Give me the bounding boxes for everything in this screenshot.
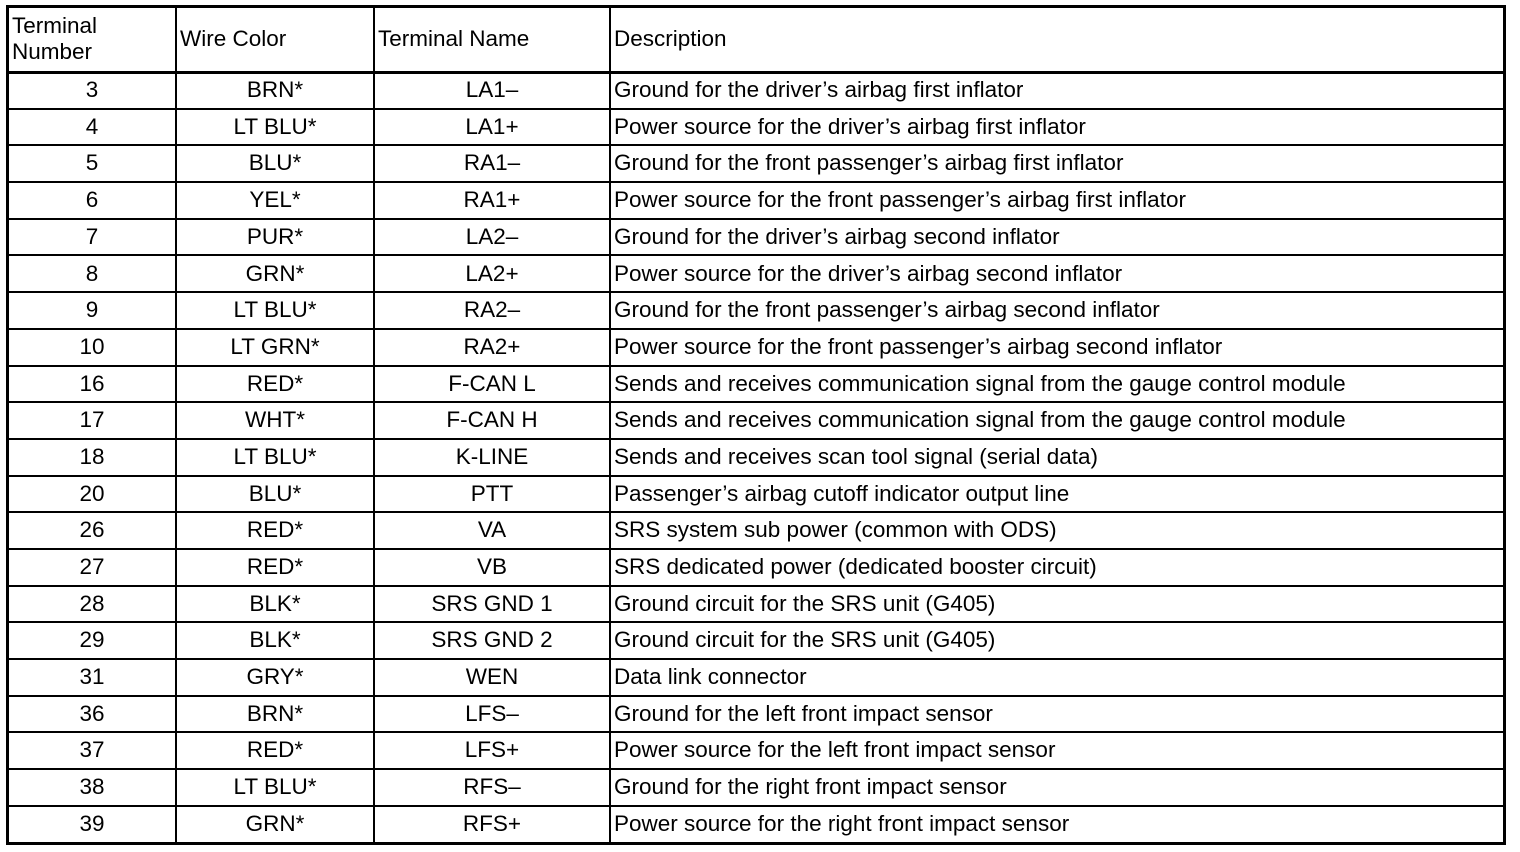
table-row [9,586,1503,623]
cell-terminal-number: 39 [9,806,176,843]
cell-terminal-number: 37 [9,732,176,769]
table-row [9,696,1503,733]
cell-description: Sends and receives scan tool signal (serial data) [610,439,1503,476]
cell-terminal-number: 20 [9,476,176,513]
table-row [9,806,1503,843]
table-header [9,8,1503,72]
table-row [9,255,1503,292]
cell-terminal-name: WEN [374,659,610,696]
cell-terminal-name: SRS GND 2 [374,622,610,659]
cell-terminal-number: 6 [9,182,176,219]
cell-terminal-number: 27 [9,549,176,586]
column-header-wire-color: Wire Color [176,8,374,72]
cell-terminal-name: RA1+ [374,182,610,219]
cell-terminal-number: 36 [9,696,176,733]
cell-description: Ground for the driver’s airbag first inflator [610,72,1503,109]
cell-terminal-name: LFS+ [374,732,610,769]
cell-terminal-name: LA2+ [374,255,610,292]
cell-wire-color: BLU* [176,476,374,513]
cell-terminal-name: LA2– [374,219,610,256]
table-row [9,732,1503,769]
cell-wire-color: RED* [176,366,374,403]
cell-terminal-number: 16 [9,366,176,403]
cell-wire-color: BLK* [176,622,374,659]
cell-description: Power source for the front passenger’s airbag first inflator [610,182,1503,219]
cell-wire-color: BLU* [176,145,374,182]
cell-terminal-name: LFS– [374,696,610,733]
cell-terminal-name: RA1– [374,145,610,182]
cell-description: Ground for the front passenger’s airbag second inflator [610,292,1503,329]
table-row [9,549,1503,586]
cell-description: Power source for the left front impact sensor [610,732,1503,769]
cell-wire-color: BRN* [176,696,374,733]
cell-description: Ground circuit for the SRS unit (G405) [610,622,1503,659]
cell-wire-color: WHT* [176,402,374,439]
cell-wire-color: LT GRN* [176,329,374,366]
cell-terminal-number: 31 [9,659,176,696]
table-body [9,72,1503,842]
cell-terminal-name: SRS GND 1 [374,586,610,623]
cell-description: Ground for the right front impact sensor [610,769,1503,806]
cell-wire-color: LT BLU* [176,439,374,476]
cell-description: Power source for the driver’s airbag second inflator [610,255,1503,292]
table-row [9,622,1503,659]
cell-terminal-number: 29 [9,622,176,659]
table-row [9,769,1503,806]
cell-terminal-name: K-LINE [374,439,610,476]
table-row [9,109,1503,146]
cell-description: SRS dedicated power (dedicated booster circuit) [610,549,1503,586]
cell-terminal-number: 7 [9,219,176,256]
table-row [9,145,1503,182]
cell-terminal-number: 9 [9,292,176,329]
table-row [9,439,1503,476]
column-header-description: Description [610,8,1503,72]
table-row [9,72,1503,109]
cell-terminal-number: 3 [9,72,176,109]
cell-wire-color: BRN* [176,72,374,109]
cell-description: Passenger’s airbag cutoff indicator output line [610,476,1503,513]
terminal-table-frame [6,5,1506,845]
cell-terminal-number: 10 [9,329,176,366]
cell-wire-color: YEL* [176,182,374,219]
cell-terminal-name: LA1– [374,72,610,109]
cell-description: Power source for the driver’s airbag first inflator [610,109,1503,146]
cell-terminal-number: 4 [9,109,176,146]
table-row [9,292,1503,329]
cell-terminal-name: VB [374,549,610,586]
column-header-terminal-name: Terminal Name [374,8,610,72]
cell-description: Sends and receives communication signal from the gauge control module [610,366,1503,403]
table-row [9,402,1503,439]
cell-terminal-number: 18 [9,439,176,476]
cell-wire-color: BLK* [176,586,374,623]
cell-terminal-name: F-CAN H [374,402,610,439]
cell-terminal-name: RFS– [374,769,610,806]
cell-wire-color: RED* [176,549,374,586]
cell-terminal-name: PTT [374,476,610,513]
terminal-table [9,8,1503,842]
cell-terminal-number: 5 [9,145,176,182]
cell-terminal-number: 28 [9,586,176,623]
cell-description: Power source for the front passenger’s airbag second inflator [610,329,1503,366]
cell-terminal-name: VA [374,512,610,549]
table-row [9,512,1503,549]
cell-terminal-name: RA2– [374,292,610,329]
cell-description: Ground circuit for the SRS unit (G405) [610,586,1503,623]
cell-description: SRS system sub power (common with ODS) [610,512,1503,549]
cell-wire-color: LT BLU* [176,292,374,329]
table-row [9,366,1503,403]
cell-wire-color: GRY* [176,659,374,696]
cell-wire-color: GRN* [176,806,374,843]
cell-wire-color: RED* [176,732,374,769]
cell-wire-color: LT BLU* [176,109,374,146]
table-row [9,659,1503,696]
cell-wire-color: RED* [176,512,374,549]
cell-terminal-number: 38 [9,769,176,806]
cell-terminal-number: 8 [9,255,176,292]
cell-wire-color: LT BLU* [176,769,374,806]
cell-wire-color: GRN* [176,255,374,292]
table-row [9,476,1503,513]
table-row [9,219,1503,256]
column-header-terminal-number: Terminal Number [9,8,176,72]
cell-description: Sends and receives communication signal from the gauge control module [610,402,1503,439]
cell-terminal-name: LA1+ [374,109,610,146]
cell-description: Ground for the left front impact sensor [610,696,1503,733]
cell-terminal-name: RA2+ [374,329,610,366]
cell-description: Ground for the front passenger’s airbag first inflator [610,145,1503,182]
cell-terminal-name: RFS+ [374,806,610,843]
cell-terminal-number: 17 [9,402,176,439]
cell-description: Ground for the driver’s airbag second inflator [610,219,1503,256]
table-row [9,329,1503,366]
cell-wire-color: PUR* [176,219,374,256]
cell-terminal-name: F-CAN L [374,366,610,403]
table-row [9,182,1503,219]
cell-terminal-number: 26 [9,512,176,549]
cell-description: Data link connector [610,659,1503,696]
header-row [9,8,1503,72]
cell-description: Power source for the right front impact sensor [614,811,1070,837]
